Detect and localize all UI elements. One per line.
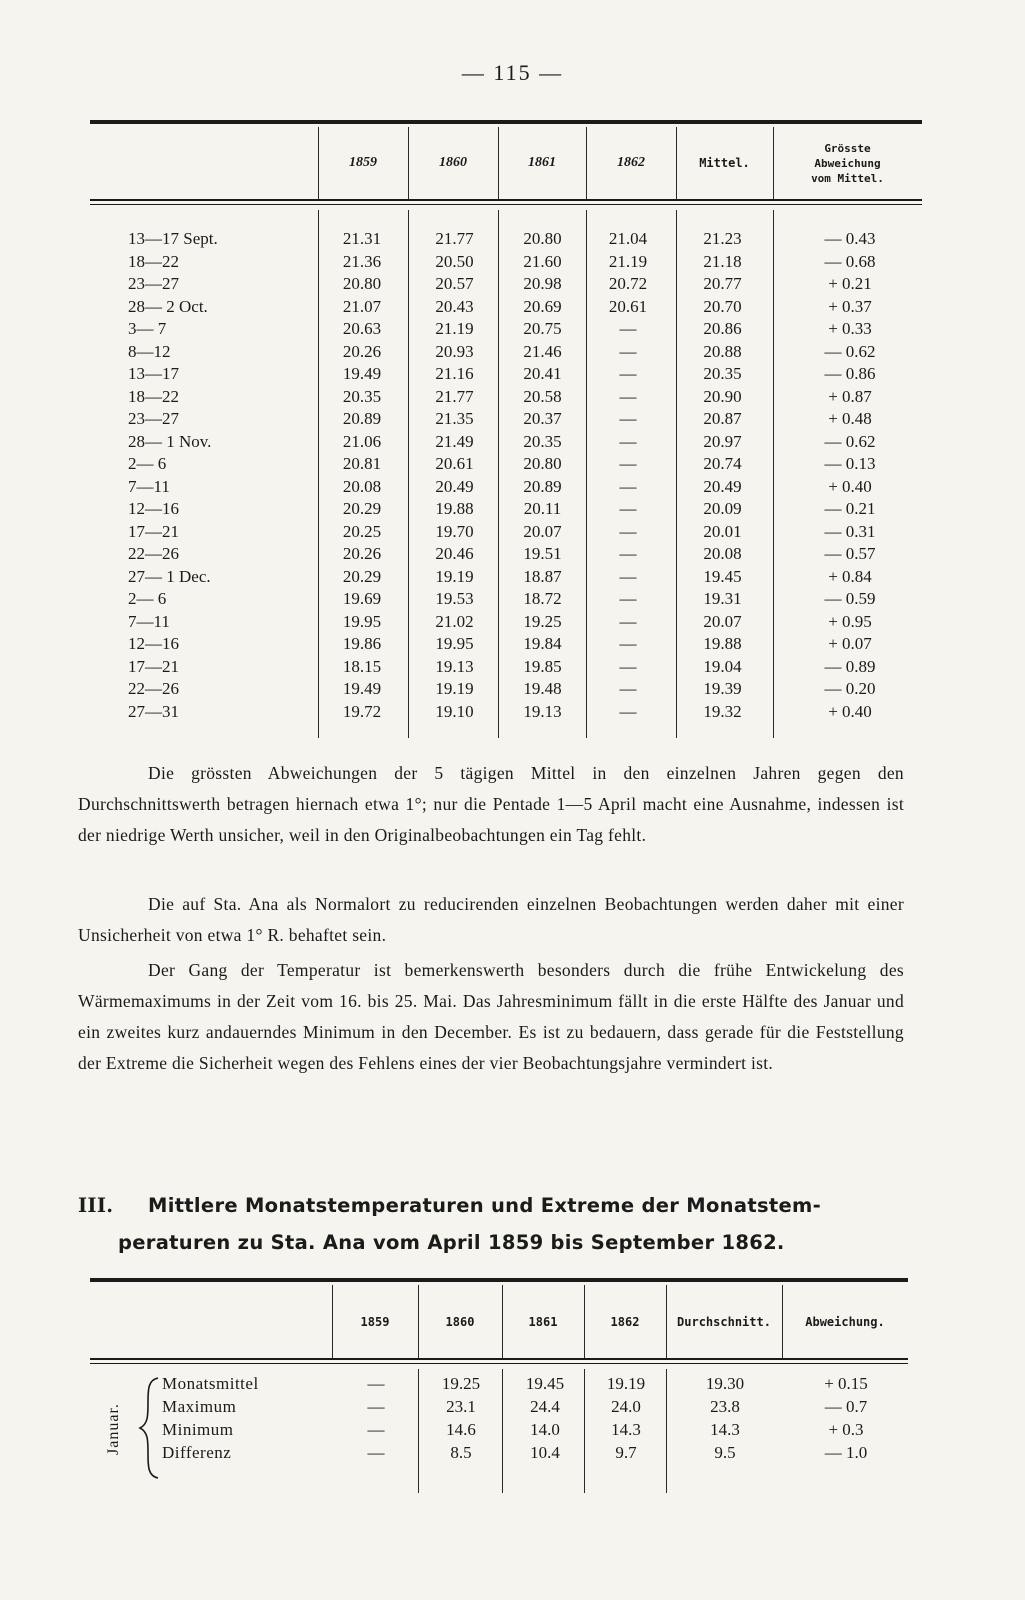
cell-1861: 18.72 — [523, 589, 562, 608]
table-row — [90, 476, 922, 499]
table-row — [90, 228, 922, 251]
cell-mittel: 21.18 — [703, 251, 742, 271]
cell-1862: — — [619, 364, 637, 383]
cell-abweichung: + 0.95 — [828, 611, 872, 631]
cell-mittel: 20.01 — [703, 521, 742, 541]
cell-1861: 21.46 — [523, 341, 562, 361]
cell-1859: 20.29 — [342, 499, 382, 518]
cell-1861: 20.07 — [523, 521, 562, 541]
cell-mittel: 20.87 — [703, 409, 742, 428]
cell-abweichung: + 0.21 — [828, 274, 872, 293]
cell-date: 17—21 — [128, 521, 179, 541]
cell-1862: — — [619, 454, 637, 473]
header-1859: 1859 — [349, 155, 377, 170]
table-row — [90, 566, 922, 589]
table-row — [90, 521, 922, 544]
cell-1860: 20.93 — [435, 341, 474, 361]
cell-1860: 21.02 — [435, 611, 474, 631]
cell-1862: — — [619, 589, 637, 608]
section-title-line2: peraturen zu Sta. Ana vom April 1859 bis September 1862. — [118, 1231, 785, 1254]
cell-abweichung: — 0.89 — [824, 656, 876, 676]
table-body — [90, 1372, 908, 1464]
table-row — [90, 701, 922, 724]
cell-1860: 23.1 — [446, 1397, 476, 1416]
table-top-rule — [90, 120, 922, 124]
cell-1859: 20.80 — [342, 274, 382, 293]
cell-date: 18—22 — [128, 386, 179, 406]
pentad-temperature-table — [90, 120, 922, 738]
cell-date: 3— 7 — [128, 319, 167, 338]
cell-mittel: 20.08 — [703, 544, 742, 563]
cell-1859: 20.26 — [342, 544, 382, 563]
paragraph-text: Die auf Sta. Ana als Normalort zu reducirenden einzelnen Beobachtungen werden daher mit einer Unsicherheit von etwa 1° R. behaftet sein. — [78, 894, 904, 945]
cell-abweichung: — 1.0 — [824, 1443, 868, 1462]
table-row — [90, 1372, 908, 1395]
cell-abweichung: + 0.33 — [828, 319, 872, 338]
table-header-rule-thin — [90, 204, 922, 205]
monthly-temperature-table — [90, 1278, 908, 1493]
cell-1861: 20.89 — [523, 476, 562, 496]
cell-1862: 9.7 — [615, 1443, 637, 1462]
paragraph-gang-der-temperatur — [78, 955, 904, 1079]
cell-1859: 19.95 — [342, 611, 382, 631]
header-1862: 1862 — [610, 1314, 640, 1329]
cell-1862: 20.61 — [608, 296, 648, 316]
cell-1860: 20.61 — [435, 454, 474, 473]
cell-abweichung: + 0.87 — [828, 386, 872, 406]
cell-1860: 8.5 — [450, 1443, 472, 1462]
table-row — [90, 656, 922, 679]
cell-mittel: 19.45 — [703, 566, 742, 586]
header-abweichung-line2: Abweichung — [814, 156, 881, 170]
table-row — [90, 408, 922, 431]
header-abweichung — [773, 127, 922, 199]
cell-1861: 20.80 — [523, 229, 562, 248]
cell-date: 7—11 — [128, 611, 170, 631]
cell-1860: 21.77 — [435, 386, 474, 406]
cell-1862: — — [619, 409, 637, 428]
cell-date: 28— 2 Oct. — [128, 296, 208, 316]
cell-1860: 19.53 — [435, 589, 474, 608]
cell-1861: 19.84 — [523, 634, 562, 653]
paragraph-text: Die grössten Abweichungen der 5 tägigen Mittel in den einzelnen Jahren gegen den Durchschnittswerth betragen hiernach etwa 1°; nur die Pentade 1—5 April macht eine Ausnahme, indessen ist der niedrige Werth unsicher, weil in den Originalbeobachtungen ein Tag fehlt. — [78, 763, 904, 845]
cell-mittel: 21.23 — [703, 229, 742, 248]
table-row — [90, 1441, 908, 1464]
header-abweichung: Abweichung. — [805, 1314, 885, 1329]
cell-abweichung: — 0.21 — [824, 499, 876, 518]
cell-1862: — — [619, 431, 637, 451]
cell-durchschnitt: 23.8 — [710, 1397, 740, 1416]
section-title-line1: Mittlere Monatstemperaturen und Extreme der Monatstem- — [148, 1194, 822, 1217]
cell-durchschnitt: 14.3 — [710, 1420, 740, 1439]
cell-1861: 20.69 — [523, 296, 562, 316]
table-header-rule-thin — [90, 1363, 908, 1364]
cell-1860: 14.6 — [446, 1420, 476, 1439]
cell-durchschnitt: 9.5 — [714, 1443, 736, 1462]
cell-abweichung: — 0.57 — [824, 544, 876, 563]
cell-mittel: 20.70 — [703, 296, 742, 316]
cell-mittel: 20.88 — [703, 341, 742, 361]
cell-mittel: 19.88 — [703, 634, 742, 653]
cell-1862: — — [619, 611, 637, 631]
cell-1862: — — [619, 656, 637, 676]
cell-1859: 21.07 — [342, 296, 382, 316]
cell-1861: 19.48 — [523, 679, 562, 698]
cell-1860: 20.50 — [435, 251, 474, 271]
table-row — [90, 678, 922, 701]
cell-date: 13—17 Sept. — [128, 229, 218, 248]
table-row — [90, 611, 922, 634]
cell-abweichung: — 0.31 — [824, 521, 876, 541]
cell-date: 8—12 — [128, 341, 171, 361]
cell-1861: 18.87 — [523, 566, 562, 586]
cell-mittel: 20.74 — [703, 454, 742, 473]
cell-date: 17—21 — [128, 656, 179, 676]
cell-abweichung: + 0.40 — [828, 701, 872, 721]
cell-mittel: 19.31 — [703, 589, 742, 608]
cell-1862: — — [619, 499, 637, 518]
cell-1860: 20.49 — [435, 476, 474, 496]
cell-1860: 21.16 — [435, 364, 474, 383]
table-row — [90, 296, 922, 319]
cell-mittel: 20.09 — [703, 499, 742, 518]
header-abweichung-line3: vom Mittel. — [811, 171, 884, 185]
page-number: — 115 — — [461, 60, 564, 85]
cell-1859: 21.06 — [342, 431, 382, 451]
cell-date: 7—11 — [128, 476, 170, 496]
cell-1859: 20.08 — [342, 476, 382, 496]
cell-1862: 19.19 — [606, 1374, 646, 1393]
cell-mittel: 20.49 — [703, 476, 742, 496]
cell-abweichung: + 0.15 — [824, 1374, 868, 1393]
header-mittel: Mittel. — [699, 156, 750, 170]
header-1861: 1861 — [528, 1314, 558, 1329]
cell-1859: 21.36 — [342, 251, 382, 271]
cell-1861: 19.13 — [523, 701, 562, 721]
table-header-rule — [90, 199, 922, 201]
cell-abweichung: — 0.43 — [824, 229, 876, 248]
cell-1859: 20.25 — [342, 521, 382, 541]
cell-1862: 24.0 — [611, 1397, 641, 1416]
section-number: III. — [78, 1194, 114, 1217]
cell-mittel: 19.39 — [703, 679, 742, 698]
table-top-rule — [90, 1278, 908, 1282]
cell-1861: 20.80 — [523, 454, 562, 473]
cell-abweichung: + 0.07 — [828, 634, 872, 653]
cell-date: 18—22 — [128, 251, 179, 271]
cell-1860: 20.57 — [435, 274, 474, 293]
cell-label: Differenz — [162, 1443, 232, 1462]
cell-1860: 19.19 — [435, 566, 474, 586]
cell-1861: 20.98 — [523, 274, 562, 293]
cell-date: 23—27 — [128, 274, 179, 293]
cell-1859: 21.31 — [342, 229, 382, 248]
cell-1861: 21.60 — [523, 251, 562, 271]
cell-1862: — — [619, 566, 637, 586]
cell-1860: 19.95 — [435, 634, 474, 653]
cell-1862: — — [619, 701, 637, 721]
cell-1861: 19.25 — [523, 611, 562, 631]
section-heading — [78, 1187, 904, 1261]
cell-1862: — — [619, 341, 637, 361]
table-row — [90, 498, 922, 521]
cell-1860: 19.19 — [435, 679, 474, 698]
cell-abweichung: + 0.40 — [828, 476, 872, 496]
cell-abweichung: — 0.59 — [824, 589, 876, 608]
cell-date: 23—27 — [128, 409, 179, 428]
cell-1860: 21.77 — [435, 229, 474, 248]
cell-1861: 10.4 — [530, 1443, 560, 1462]
cell-date: 22—26 — [128, 679, 179, 698]
header-durchschnitt: Durchschnitt. — [677, 1314, 771, 1329]
cell-1861: 14.0 — [530, 1420, 560, 1439]
cell-mittel: 20.35 — [703, 364, 742, 383]
cell-1859: 20.63 — [342, 319, 382, 338]
paragraph-text: Der Gang der Temperatur ist bemerkenswerth besonders durch die frühe Entwickelung des Wärmemaximums in der Zeit vom 16. bis 25. Mai. Das Jahresminimum fällt in die erste Hälfte des Januar und ein zweites kurz andauerndes Minimum in den December. Es ist zu bedauern, dass gerade für die Feststellung der Extreme die Sicherheit wegen des Fehlens eines der vier Beobachtungsjahre vermindert ist. — [78, 960, 904, 1073]
header-1859: 1859 — [360, 1314, 390, 1329]
cell-1860: 19.70 — [435, 521, 474, 541]
month-label-text: Januar. — [105, 1403, 122, 1455]
table-row — [90, 273, 922, 296]
cell-label: Maximum — [162, 1397, 237, 1416]
cell-1862: — — [619, 634, 637, 653]
cell-abweichung: — 0.7 — [824, 1397, 868, 1416]
cell-1859: 19.69 — [342, 589, 382, 608]
cell-date: 27—31 — [128, 701, 179, 721]
cell-durchschnitt: 19.30 — [705, 1374, 745, 1393]
cell-1859: 18.15 — [342, 656, 382, 676]
cell-1862: 21.04 — [608, 229, 648, 248]
table-row — [90, 633, 922, 656]
cell-abweichung: — 0.62 — [824, 431, 876, 451]
cell-mittel: 19.04 — [703, 656, 742, 676]
cell-1862: — — [619, 476, 637, 496]
paragraph-abweichungen — [78, 758, 904, 851]
header-abweichung-line1: Grösste — [824, 141, 871, 155]
table-header-rule — [90, 1358, 908, 1360]
cell-1862: 14.3 — [611, 1420, 641, 1439]
cell-label: Monatsmittel — [162, 1374, 259, 1393]
header-1860: 1860 — [445, 1314, 475, 1329]
cell-abweichung: — 0.68 — [824, 251, 876, 271]
cell-1860: 19.13 — [435, 656, 474, 676]
cell-1859: 20.35 — [342, 386, 382, 406]
cell-mittel: 20.97 — [703, 431, 742, 451]
table-row — [90, 453, 922, 476]
cell-1862: — — [619, 319, 637, 338]
table-row — [90, 386, 922, 409]
cell-mittel: 20.86 — [703, 319, 742, 338]
cell-abweichung: — 0.86 — [824, 364, 876, 383]
table-body — [90, 228, 922, 723]
cell-date: 13—17 — [128, 364, 179, 383]
cell-1861: 20.11 — [523, 499, 562, 518]
cell-1859: 19.72 — [342, 701, 382, 721]
cell-1861: 19.45 — [525, 1374, 565, 1393]
cell-date: 27— 1 Dec. — [128, 566, 211, 586]
cell-1859: 20.81 — [342, 454, 382, 473]
table-row — [90, 588, 922, 611]
cell-1860: 19.88 — [435, 499, 474, 518]
cell-date: 22—26 — [128, 544, 179, 563]
cell-1860: 21.35 — [435, 409, 474, 428]
cell-1861: 19.51 — [523, 544, 562, 563]
cell-abweichung: + 0.3 — [828, 1420, 864, 1439]
table-row — [90, 341, 922, 364]
cell-1860: 21.49 — [435, 431, 474, 451]
cell-1859: — — [367, 1443, 385, 1462]
cell-abweichung: — 0.20 — [824, 679, 876, 698]
cell-1861: 20.35 — [523, 431, 562, 451]
table-row — [90, 251, 922, 274]
table-row — [90, 1418, 908, 1441]
cell-1859: 20.29 — [342, 566, 382, 586]
cell-1859: — — [367, 1420, 385, 1439]
table-row — [90, 363, 922, 386]
cell-mittel: 20.77 — [703, 274, 742, 293]
cell-1860: 19.25 — [441, 1374, 481, 1393]
cell-1861: 20.41 — [523, 364, 562, 383]
cell-1859: — — [367, 1397, 385, 1416]
header-1861: 1861 — [528, 155, 556, 170]
cell-date: 12—16 — [128, 499, 179, 518]
header-1862: 1862 — [617, 155, 645, 170]
cell-1859: — — [367, 1374, 385, 1393]
cell-date: 2— 6 — [128, 589, 167, 608]
cell-abweichung: — 0.62 — [824, 341, 876, 361]
table-row — [90, 318, 922, 341]
cell-abweichung: — 0.13 — [824, 454, 876, 473]
cell-1859: 20.89 — [342, 409, 382, 428]
cell-mittel: 19.32 — [703, 701, 742, 721]
cell-1862: — — [619, 521, 637, 541]
cell-mittel: 20.90 — [703, 386, 742, 406]
cell-1859: 19.49 — [342, 679, 382, 698]
cell-1862: 20.72 — [608, 274, 648, 293]
cell-1862: — — [619, 679, 637, 698]
cell-1859: 20.26 — [342, 341, 382, 361]
table-row — [90, 1395, 908, 1418]
cell-1862: — — [619, 386, 637, 406]
cell-1862: — — [619, 544, 637, 563]
cell-1861: 20.58 — [523, 386, 562, 406]
cell-label: Minimum — [162, 1420, 234, 1439]
cell-date: 2— 6 — [128, 454, 167, 473]
cell-1862: 21.19 — [608, 251, 648, 271]
cell-abweichung: + 0.37 — [828, 296, 872, 316]
cell-1861: 19.85 — [523, 656, 562, 676]
cell-1860: 20.43 — [435, 296, 474, 316]
cell-1860: 19.10 — [435, 701, 474, 721]
cell-mittel: 20.07 — [703, 611, 742, 631]
cell-1859: 19.49 — [342, 364, 382, 383]
cell-1859: 19.86 — [342, 634, 382, 653]
header-1860: 1860 — [439, 155, 467, 170]
paragraph-normalort — [78, 889, 904, 951]
cell-date: 12—16 — [128, 634, 179, 653]
table-row — [90, 431, 922, 454]
cell-date: 28— 1 Nov. — [128, 431, 212, 451]
cell-abweichung: + 0.84 — [828, 566, 872, 586]
cell-1861: 20.75 — [523, 319, 562, 338]
cell-1860: 20.46 — [435, 544, 474, 563]
table-row — [90, 543, 922, 566]
cell-1860: 21.19 — [435, 319, 474, 338]
cell-1861: 20.37 — [523, 409, 562, 428]
cell-1861: 24.4 — [530, 1397, 560, 1416]
cell-abweichung: + 0.48 — [828, 409, 872, 428]
